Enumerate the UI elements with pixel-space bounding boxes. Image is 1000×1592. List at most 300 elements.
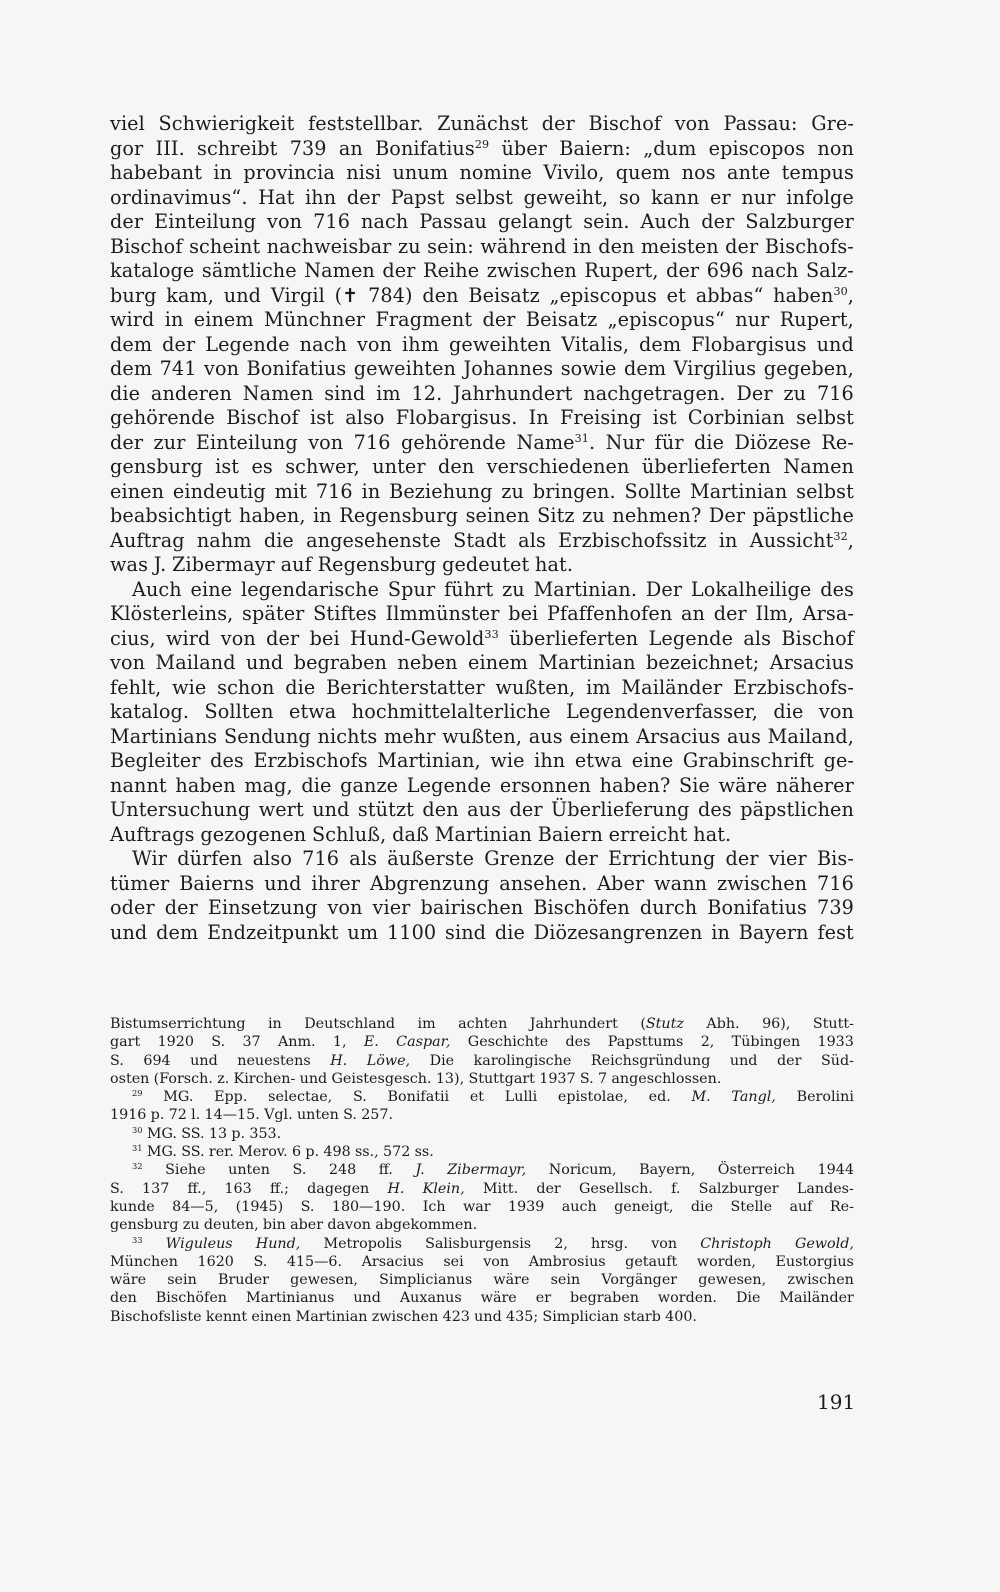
word: der bbox=[713, 602, 747, 625]
word: Simplician bbox=[542, 1308, 619, 1325]
word: Martinian bbox=[295, 1308, 368, 1325]
footnote-line bbox=[110, 1033, 854, 1051]
body-line bbox=[110, 259, 854, 284]
word: die bbox=[110, 381, 141, 405]
word: Süd- bbox=[820, 1052, 854, 1069]
footnote-line bbox=[110, 1289, 854, 1307]
word: 739 bbox=[817, 896, 854, 919]
word: Legende bbox=[648, 626, 734, 650]
word: schon bbox=[217, 675, 275, 699]
word: Passau bbox=[419, 210, 487, 233]
word: Eustorgius bbox=[775, 1253, 854, 1270]
word: gelangt bbox=[497, 210, 573, 233]
word: Christoph bbox=[700, 1235, 772, 1252]
word: ff., bbox=[187, 1180, 207, 1197]
body-line bbox=[110, 406, 854, 431]
word: z. bbox=[217, 1070, 230, 1087]
word: von bbox=[483, 1253, 510, 1270]
word: Salz- bbox=[806, 259, 854, 282]
word: Mailand bbox=[155, 651, 236, 674]
word: ihn bbox=[305, 185, 337, 209]
word: Namen bbox=[783, 455, 854, 478]
word: scheint bbox=[189, 234, 261, 258]
word: ist bbox=[215, 455, 240, 478]
word: Vitalis, bbox=[561, 332, 630, 356]
word: S. bbox=[300, 1198, 315, 1215]
word: Stuttgart bbox=[468, 1070, 535, 1087]
word: daß bbox=[392, 822, 429, 846]
word: wird bbox=[166, 626, 211, 650]
word: von bbox=[327, 896, 363, 919]
word: um bbox=[347, 920, 379, 944]
word: 31 bbox=[132, 1142, 143, 1153]
word: in bbox=[164, 308, 184, 331]
word: „episcopus bbox=[549, 283, 657, 307]
word: Errichtung bbox=[608, 847, 716, 870]
word: 14—15. bbox=[204, 1107, 260, 1124]
main-text bbox=[110, 112, 854, 945]
word: nach bbox=[361, 210, 409, 233]
word: von bbox=[110, 651, 146, 674]
footnote-line bbox=[110, 1161, 854, 1179]
word: nach bbox=[751, 259, 799, 282]
word: zwischen bbox=[787, 1272, 854, 1289]
word: Martinian bbox=[538, 651, 636, 674]
word: H. bbox=[387, 1180, 405, 1197]
body-line bbox=[110, 210, 854, 235]
word: habebant bbox=[110, 161, 203, 184]
body-line bbox=[110, 700, 854, 725]
word: und bbox=[110, 920, 148, 944]
word: Zibermayr bbox=[172, 553, 275, 576]
word: f. bbox=[671, 1180, 681, 1197]
word: sämtliche bbox=[201, 259, 297, 282]
word: aber bbox=[290, 1217, 324, 1234]
word: 32 bbox=[132, 1161, 143, 1172]
word: selbst bbox=[455, 185, 513, 209]
word: 72 bbox=[168, 1107, 187, 1124]
word: in bbox=[361, 479, 381, 503]
word: sein: bbox=[427, 234, 474, 258]
word: abgekommen. bbox=[375, 1217, 478, 1234]
word: der bbox=[382, 259, 416, 282]
body-line bbox=[110, 774, 854, 799]
word: Beisatz bbox=[525, 308, 598, 331]
word: Bonifatius$^{29}$ bbox=[375, 136, 490, 160]
word: der bbox=[482, 308, 516, 331]
word: 716 bbox=[313, 210, 351, 233]
word: der bbox=[725, 234, 759, 258]
word: Martinian bbox=[689, 479, 788, 503]
word: achten bbox=[458, 1016, 508, 1032]
word: einem bbox=[193, 308, 254, 331]
word: tümer bbox=[110, 871, 170, 895]
word: hochmittelalterliche bbox=[351, 700, 551, 723]
word: auf bbox=[789, 1198, 813, 1215]
body-line bbox=[110, 725, 854, 750]
word: haben, bbox=[239, 504, 306, 527]
word: was bbox=[110, 553, 149, 576]
word: sein bbox=[550, 1272, 581, 1289]
word: 1944 bbox=[817, 1162, 854, 1179]
word: Vgl. bbox=[264, 1107, 293, 1124]
word: „episcopus“ bbox=[607, 308, 725, 331]
word: 739 bbox=[289, 136, 327, 160]
word: wäre bbox=[480, 1290, 517, 1307]
word: 137 bbox=[142, 1180, 170, 1197]
word: aus bbox=[726, 724, 761, 748]
body-line bbox=[110, 529, 854, 554]
word: in bbox=[711, 920, 730, 944]
word: Gesellsch. bbox=[578, 1180, 653, 1197]
footnote-line bbox=[110, 1235, 854, 1253]
body-line bbox=[110, 798, 854, 823]
word: burg bbox=[110, 283, 157, 307]
word: Bonifatius bbox=[246, 357, 347, 380]
word: Gewold, bbox=[794, 1235, 854, 1252]
word: Mitt. bbox=[482, 1180, 519, 1197]
word: vier bbox=[768, 847, 807, 870]
word: M. bbox=[691, 1089, 711, 1106]
word: 33 bbox=[132, 1234, 143, 1245]
word: 784) bbox=[368, 283, 413, 307]
word: Fragment bbox=[375, 308, 473, 331]
word: Bischöfen bbox=[533, 896, 630, 919]
word: hrsg. bbox=[591, 1235, 629, 1252]
word: Einsetzung bbox=[207, 896, 318, 919]
word: 12. bbox=[411, 381, 443, 405]
word: 716 bbox=[816, 381, 854, 405]
word: worden, bbox=[696, 1253, 756, 1270]
word: Martinians bbox=[110, 724, 218, 748]
body-line bbox=[110, 627, 854, 652]
word: epistolae, bbox=[557, 1089, 628, 1106]
word: eine bbox=[190, 577, 233, 601]
word: von bbox=[651, 1235, 678, 1252]
body-line bbox=[110, 284, 854, 309]
word: eine bbox=[631, 749, 674, 772]
word: selbst bbox=[796, 406, 854, 429]
word: karolingische bbox=[473, 1052, 572, 1069]
word: Re- bbox=[821, 430, 854, 454]
word: bringen. bbox=[532, 479, 616, 503]
body-line bbox=[110, 921, 854, 946]
word: Hund, bbox=[255, 1235, 301, 1252]
word: wußten, bbox=[495, 675, 576, 699]
word: gensburg bbox=[110, 455, 203, 478]
word: der bbox=[666, 259, 700, 282]
word: wird bbox=[110, 308, 155, 331]
word: dem bbox=[110, 357, 153, 380]
word: Die bbox=[735, 1290, 761, 1307]
word: wußten, bbox=[442, 724, 523, 748]
word: Mailand, bbox=[767, 724, 854, 748]
word: neuestens bbox=[237, 1052, 311, 1069]
word: 13 bbox=[208, 1125, 228, 1142]
body-line bbox=[110, 823, 854, 848]
word: und bbox=[245, 651, 284, 674]
word: zu bbox=[582, 504, 605, 527]
word: viel bbox=[110, 112, 145, 135]
word: Reichsgründung bbox=[590, 1052, 711, 1069]
word: geweihten bbox=[448, 332, 552, 356]
word: ff. bbox=[378, 1162, 393, 1179]
word: Auch bbox=[132, 577, 182, 601]
word: Ich bbox=[422, 1198, 446, 1215]
body-line bbox=[110, 382, 854, 407]
word: 1100 bbox=[386, 920, 437, 944]
word: deuten, bbox=[203, 1217, 259, 1234]
word: fehlt, bbox=[110, 675, 162, 699]
word: Anm. bbox=[277, 1034, 316, 1051]
word: bei bbox=[309, 626, 340, 650]
page-number: 191 bbox=[817, 1390, 856, 1414]
word: Klein, bbox=[422, 1180, 465, 1197]
word: unter bbox=[372, 455, 426, 478]
word: schreibt bbox=[197, 136, 278, 160]
word: Bischof bbox=[110, 234, 183, 258]
footnote-line bbox=[110, 1271, 854, 1289]
word: seinen bbox=[465, 504, 530, 527]
body-line bbox=[110, 480, 854, 505]
word: Stelle bbox=[730, 1198, 773, 1215]
word: sind bbox=[324, 381, 366, 405]
word: quem bbox=[615, 161, 671, 184]
word: Metropolis bbox=[323, 1235, 402, 1252]
word: Sitz bbox=[537, 504, 575, 527]
word: nahm bbox=[196, 528, 252, 552]
word: der bbox=[541, 112, 575, 135]
word: Stadt bbox=[453, 528, 506, 552]
word: ff.; bbox=[269, 1180, 289, 1197]
word: unum bbox=[392, 161, 449, 184]
word: Der bbox=[736, 381, 773, 405]
body-line bbox=[110, 578, 854, 603]
word: episcopos bbox=[708, 136, 806, 160]
word: von bbox=[308, 430, 344, 454]
word: fest bbox=[817, 920, 854, 944]
word: Aber bbox=[597, 871, 645, 895]
word: die bbox=[773, 700, 804, 723]
word: München bbox=[110, 1253, 178, 1270]
word: also bbox=[252, 847, 292, 870]
word: 423 bbox=[442, 1308, 470, 1325]
word: zwischen bbox=[371, 1308, 439, 1325]
word: sein. bbox=[583, 210, 630, 233]
word: Österreich bbox=[717, 1162, 795, 1179]
word: Bis- bbox=[816, 847, 854, 870]
word: p. bbox=[150, 1107, 165, 1124]
word: Ilmmünster bbox=[385, 602, 500, 625]
word: Auch bbox=[640, 210, 691, 233]
footnote-line bbox=[110, 1088, 854, 1106]
word: des bbox=[210, 749, 244, 772]
word: Caspar, bbox=[396, 1034, 451, 1051]
word: Bischöfen bbox=[155, 1290, 227, 1307]
body-line bbox=[110, 504, 854, 529]
word: 1937 bbox=[539, 1070, 576, 1087]
body-line bbox=[110, 431, 854, 456]
word: zu bbox=[397, 234, 421, 258]
word: Ilm, bbox=[755, 602, 794, 625]
word: Sie bbox=[678, 773, 710, 797]
word: feststellbar. bbox=[308, 112, 424, 135]
word: er bbox=[535, 1290, 552, 1307]
word: Deutschland bbox=[304, 1016, 396, 1032]
word: Lokalheilige bbox=[690, 577, 812, 601]
word: 1920 bbox=[157, 1034, 194, 1051]
word: 400. bbox=[665, 1308, 697, 1325]
word: Grenze bbox=[484, 847, 555, 870]
body-line bbox=[110, 308, 854, 333]
word: Arsacius bbox=[769, 651, 854, 674]
word: Klösterleins, bbox=[110, 602, 234, 625]
word: sein bbox=[167, 1272, 197, 1289]
word: in bbox=[572, 234, 592, 258]
word: 716 bbox=[315, 479, 353, 503]
word: Siehe bbox=[165, 1162, 206, 1179]
word: gegeben, bbox=[763, 357, 854, 380]
word: stützt bbox=[357, 798, 414, 821]
word: Beisatz bbox=[468, 283, 540, 307]
word: von bbox=[356, 332, 393, 356]
word: des bbox=[565, 1034, 591, 1051]
word: Ambrosius bbox=[528, 1253, 606, 1270]
word: ihn bbox=[534, 749, 566, 772]
word: Flobargisus. bbox=[395, 406, 518, 429]
word: 30 bbox=[132, 1124, 143, 1135]
word: zu bbox=[182, 1217, 200, 1234]
word: kunde bbox=[110, 1198, 155, 1215]
word: mit bbox=[274, 479, 307, 503]
word: der bbox=[725, 847, 759, 870]
word: Erzbischofs- bbox=[733, 675, 854, 699]
word: Rupert, bbox=[779, 308, 854, 331]
word: Baiern bbox=[537, 822, 603, 846]
word: Erzbischofs bbox=[253, 749, 368, 772]
word: 1933 bbox=[817, 1034, 854, 1051]
word: päpstlichen bbox=[740, 798, 854, 821]
word: Salzburger bbox=[698, 1180, 779, 1197]
word: Untersuchung bbox=[110, 798, 251, 821]
word: begraben bbox=[570, 1290, 639, 1307]
word: 696 bbox=[706, 259, 744, 282]
footnotes bbox=[110, 1015, 854, 1326]
word: kam, bbox=[166, 283, 215, 307]
word: im bbox=[417, 1016, 436, 1032]
word: geweiht, bbox=[523, 185, 609, 209]
word: bezeichnet; bbox=[646, 651, 760, 674]
word: vier bbox=[372, 896, 411, 919]
word: nehmen? bbox=[612, 504, 702, 527]
word: Bonifatii bbox=[387, 1089, 450, 1106]
word: geneigt, bbox=[614, 1198, 674, 1215]
word: gor bbox=[110, 136, 144, 160]
word: 257. bbox=[361, 1107, 394, 1124]
word: nisi bbox=[346, 161, 382, 184]
word: dagegen bbox=[307, 1180, 370, 1197]
word: 694 bbox=[143, 1052, 171, 1069]
word: S. bbox=[352, 1089, 367, 1106]
word: 572 bbox=[383, 1144, 411, 1161]
word: bei bbox=[508, 602, 539, 625]
word: zwischen bbox=[486, 259, 577, 282]
word: Virgilius bbox=[673, 357, 757, 380]
word: Bistumserrichtung bbox=[110, 1016, 246, 1032]
word: der bbox=[776, 1052, 802, 1069]
word: selbst bbox=[796, 479, 854, 503]
word: und bbox=[353, 1290, 381, 1307]
word: der bbox=[346, 185, 381, 209]
word: 435; bbox=[506, 1308, 539, 1325]
word: 1939 bbox=[507, 1198, 545, 1215]
word: während bbox=[480, 234, 567, 258]
word: wäre bbox=[110, 1272, 147, 1289]
word: und bbox=[299, 1070, 328, 1087]
word: der bbox=[110, 430, 144, 454]
word: und bbox=[729, 1052, 758, 1069]
word: nach bbox=[299, 332, 347, 356]
word: Bayern bbox=[738, 920, 809, 944]
word: als bbox=[349, 847, 378, 870]
word: nichts bbox=[317, 724, 378, 748]
word: S. bbox=[579, 1070, 594, 1087]
word: beabsichtigt bbox=[110, 504, 232, 527]
word: und bbox=[264, 871, 302, 895]
word: 2, bbox=[554, 1235, 568, 1252]
word: der bbox=[536, 1180, 561, 1197]
word: und bbox=[223, 283, 262, 307]
word: Auxanus bbox=[399, 1290, 462, 1307]
word: meisten bbox=[641, 234, 719, 258]
word: als bbox=[518, 528, 546, 552]
word: Namen bbox=[304, 259, 375, 282]
word: 716 bbox=[302, 847, 340, 870]
word: zwischen bbox=[717, 871, 808, 895]
word: hat. bbox=[535, 553, 574, 576]
word: ihrer bbox=[311, 871, 361, 895]
word: Münchner bbox=[264, 308, 366, 331]
word: ge- bbox=[823, 749, 854, 772]
word: wäre bbox=[493, 1272, 530, 1289]
body-line bbox=[110, 333, 854, 358]
word: als bbox=[743, 626, 772, 650]
word: verschiedenen bbox=[486, 455, 630, 478]
word: auf bbox=[280, 553, 312, 576]
word: von bbox=[267, 210, 303, 233]
word: hat. bbox=[693, 822, 732, 846]
word: Beziehung bbox=[389, 479, 493, 503]
word: Bischof bbox=[226, 406, 299, 429]
word: die bbox=[690, 1198, 714, 1215]
body-line bbox=[110, 357, 854, 382]
word: der bbox=[164, 896, 198, 919]
word: wäre bbox=[718, 773, 768, 797]
body-line bbox=[110, 186, 854, 211]
word: 248 bbox=[328, 1162, 357, 1179]
word: worden. bbox=[657, 1290, 717, 1307]
word: 1, bbox=[332, 1034, 347, 1051]
word: Auftrag bbox=[110, 528, 185, 552]
word: in bbox=[267, 1016, 282, 1032]
word: angesehenste bbox=[306, 528, 441, 552]
word: Baierns bbox=[179, 871, 255, 895]
word: J. bbox=[153, 553, 167, 576]
body-line bbox=[110, 896, 854, 921]
word: S. bbox=[211, 1034, 226, 1051]
word: also bbox=[345, 406, 385, 429]
word: Rupert, bbox=[584, 259, 659, 282]
